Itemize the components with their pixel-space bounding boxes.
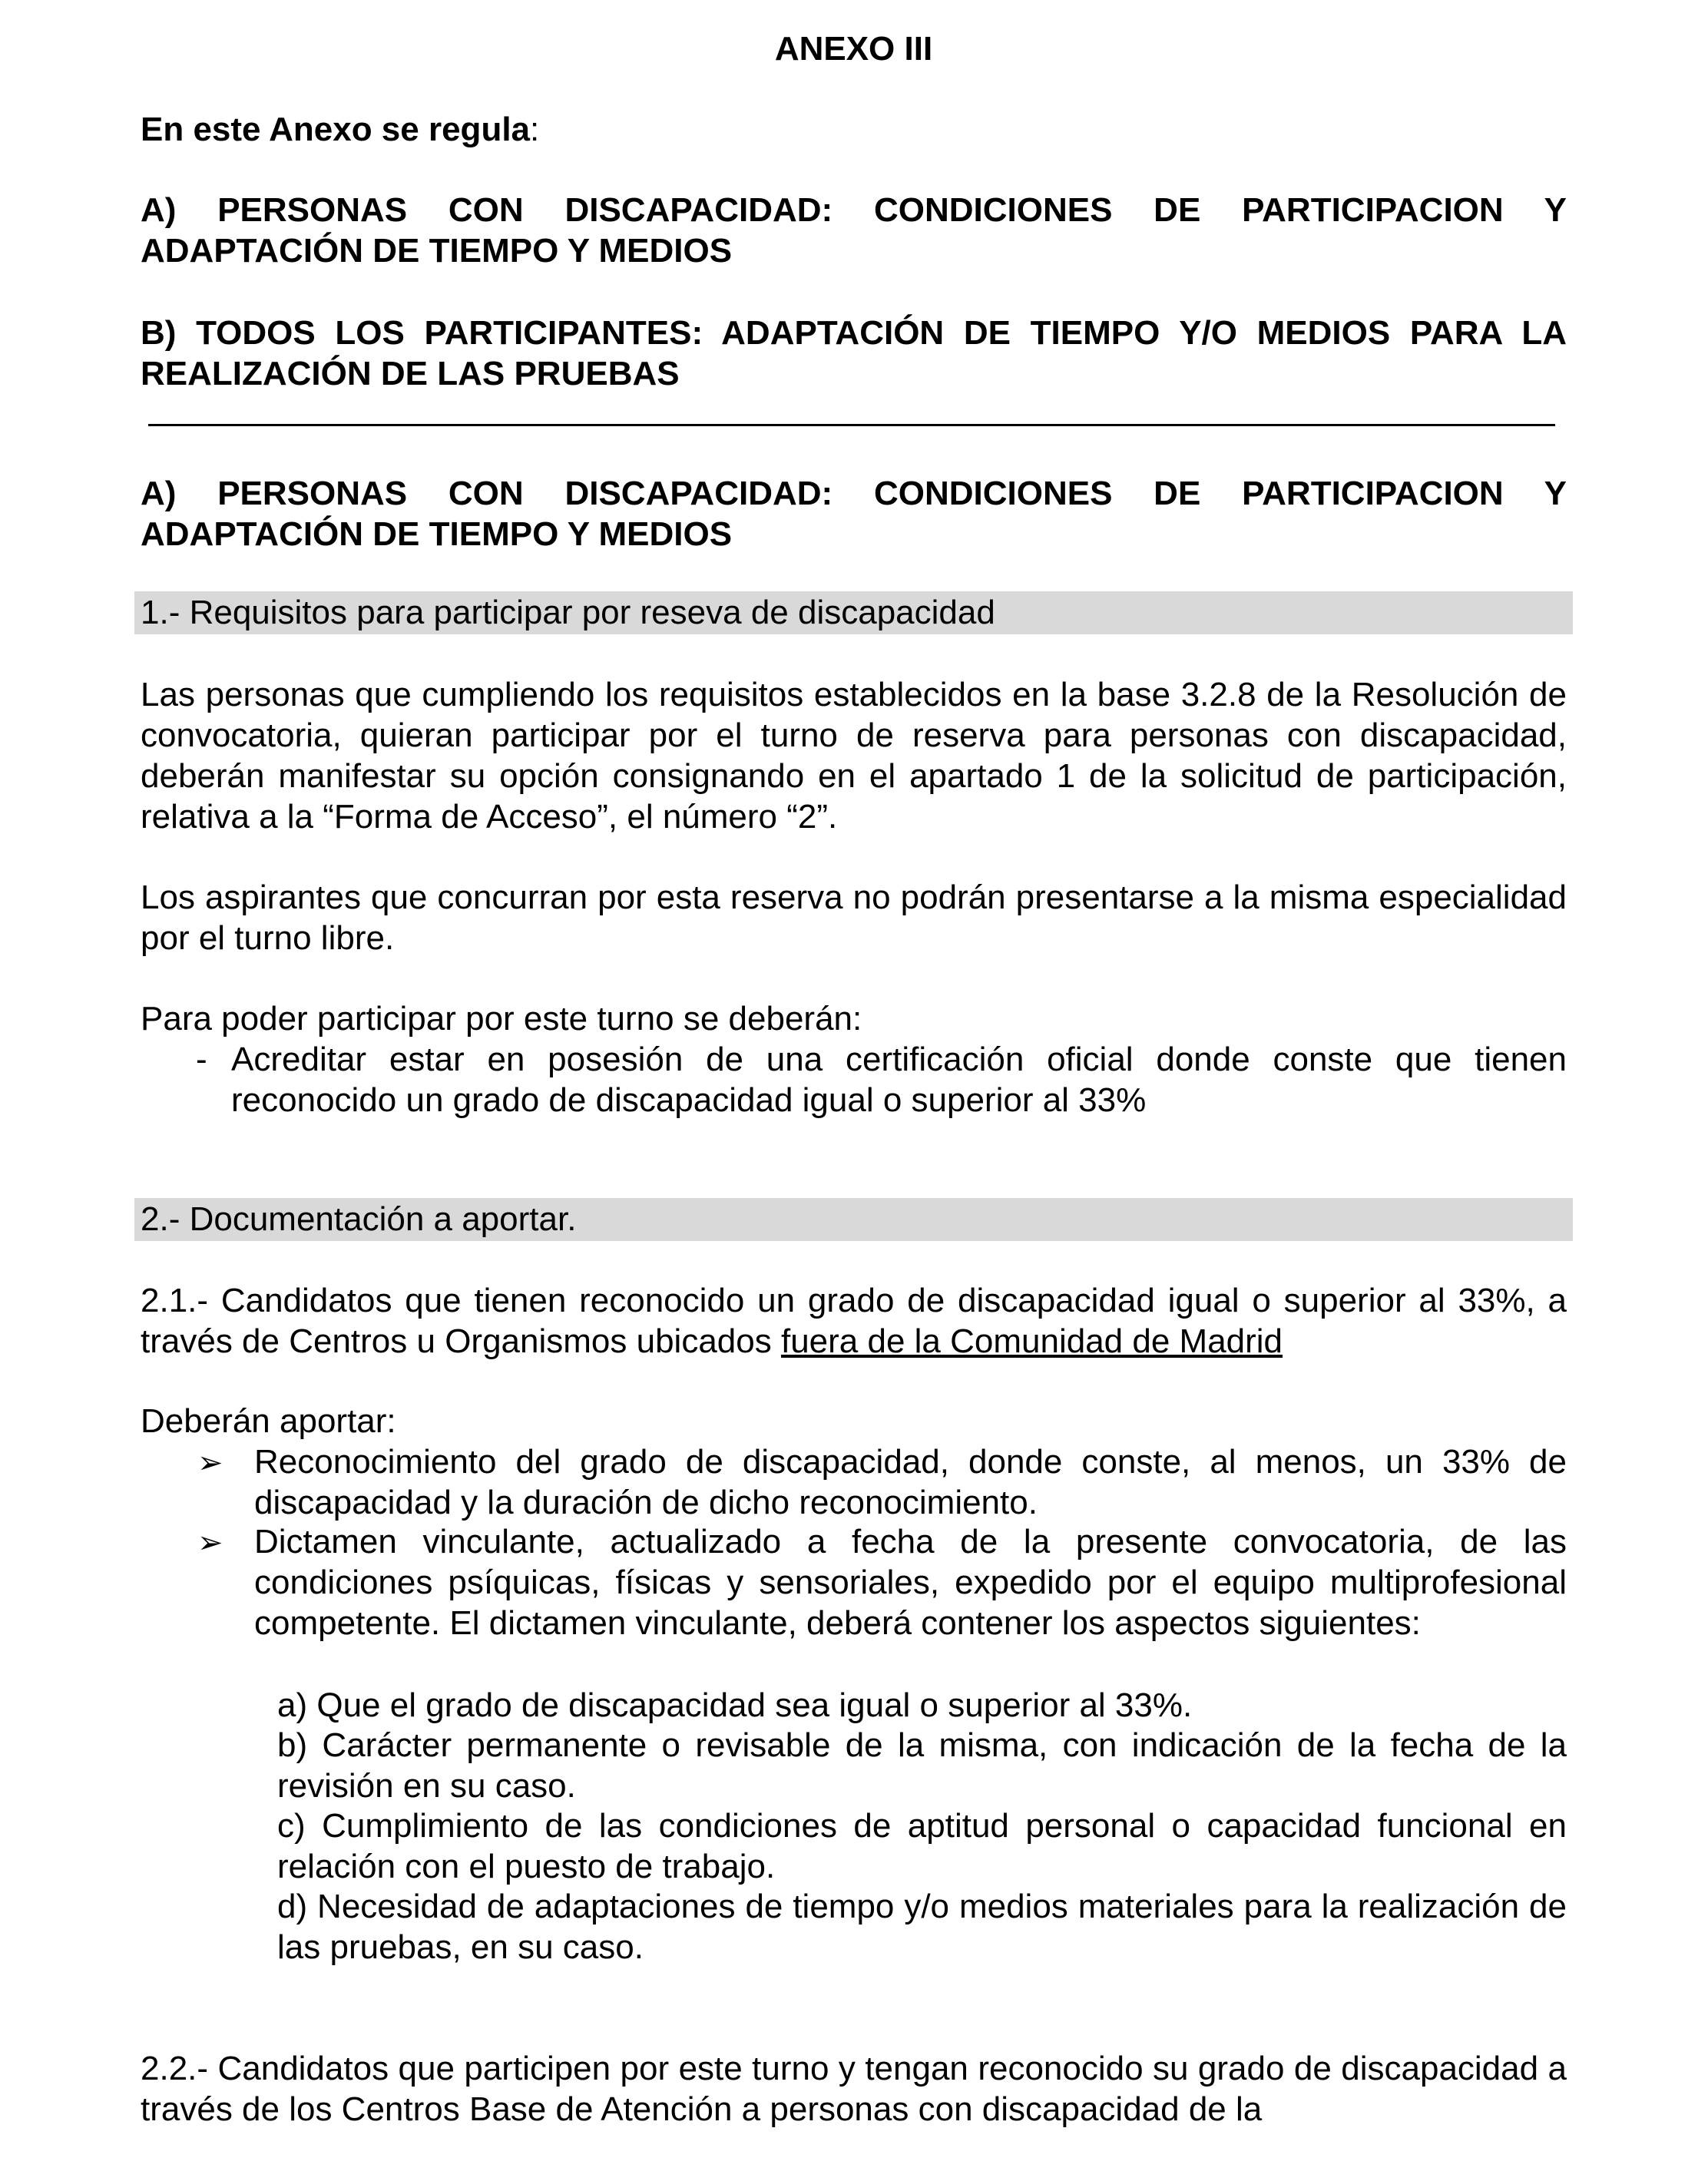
- section-2-heading: 2.- Documentación a aportar.: [141, 1200, 577, 1238]
- section-a-heading: A) PERSONAS CON DISCAPACIDAD: CONDICIONES DE PARTICIPACION Y ADAPTACIÓN DE TIEMPO Y MEDIOS: [141, 475, 1567, 553]
- document-list-item-2: [141, 1521, 1567, 1643]
- aspect-d: d) Necesidad de adaptaciones de tiempo y/o medios materiales para la realización de las pruebas, en su caso.: [277, 1888, 1567, 1966]
- paragraph-2-1: [141, 1280, 1567, 1362]
- paragraph-turno-libre: Los aspirantes que concurran por esta reserva no podrán presentarse a la misma especialidad por el turno libre.: [141, 879, 1567, 957]
- arrow-bullet-icon: ➢: [197, 1446, 223, 1480]
- paragraph-2-2: 2.2.- Candidatos que participen por este turno y tengan reconocido su grado de discapacidad a través de los Centros Base de Atención a personas con discapacidad de la: [141, 2050, 1567, 2128]
- requirement-text: Acreditar estar en posesión de una certificación oficial donde conste que tienen reconocido un grado de discapacidad igual o superior al 33%: [231, 1041, 1567, 1119]
- arrow-bullet-icon: ➢: [197, 1526, 223, 1560]
- document-item-2-text: Dictamen vinculante, actualizado a fecha de la presente convocatoria, de las condiciones psíquicas, físicas y sensoriales, expedido por el equipo multiprofesional competente. El dictamen vinculante, deberá contener los aspectos siguientes:: [254, 1523, 1567, 1642]
- document-title: ANEXO III: [774, 30, 933, 68]
- requirement-list-item: [141, 1039, 1567, 1120]
- section-1-heading-band: [134, 591, 1573, 634]
- intro-line: [141, 109, 1567, 150]
- toc-item-b: B) TODOS LOS PARTICIPANTES: ADAPTACIÓN DE TIEMPO Y/O MEDIOS PARA LA REALIZACIÓN DE LAS PRUEBAS: [141, 314, 1567, 392]
- section-2-heading-band: [134, 1198, 1573, 1241]
- intro-colon: :: [530, 111, 540, 148]
- toc-item-a: A) PERSONAS CON DISCAPACIDAD: CONDICIONES DE PARTICIPACION Y ADAPTACIÓN DE TIEMPO Y MEDIOS: [141, 191, 1567, 270]
- aspect-b: b) Carácter permanente o revisable de la misma, con indicación de la fecha de la revisión en su caso.: [277, 1726, 1567, 1805]
- dash-bullet: -: [196, 1041, 207, 1078]
- fuera-madrid-underlined: fuera de la Comunidad de Madrid: [780, 1322, 1283, 1360]
- paragraph-participar: Para poder participar por este turno se deberán:: [141, 1000, 862, 1038]
- paragraph-2-1-text: 2.1.- Candidatos que tienen reconocido un grado de discapacidad igual o superior al 33%, a través de Centros u Organismos ubicados: [141, 1282, 1567, 1360]
- deberan-aportar-label: Deberán aportar:: [141, 1402, 396, 1440]
- document-item-1-text: Reconocimiento del grado de discapacidad, donde conste, al menos, un 33% de discapacidad y la duración de dicho reconocimiento.: [254, 1443, 1567, 1521]
- section-1-heading: 1.- Requisitos para participar por reseva de discapacidad: [141, 594, 995, 631]
- section-divider: [148, 424, 1555, 426]
- paragraph-forma-acceso: Las personas que cumpliendo los requisitos establecidos en la base 3.2.8 de la Resolución de convocatoria, quieran participar por el turno de reserva para personas con discapacidad, deberán manifestar su opción consignando en el apartado 1 de la solicitud de participación, relativa a la “Forma de Acceso”, el número “2”.: [141, 676, 1567, 836]
- intro-label: En este Anexo se regula: [141, 111, 531, 148]
- document-list-item-1: [141, 1441, 1567, 1523]
- aspect-a: a) Que el grado de discapacidad sea igual o superior al 33%.: [277, 1686, 1193, 1724]
- aspect-c: c) Cumplimiento de las condiciones de aptitud personal o capacidad funcional en relación con el puesto de trabajo.: [277, 1807, 1567, 1885]
